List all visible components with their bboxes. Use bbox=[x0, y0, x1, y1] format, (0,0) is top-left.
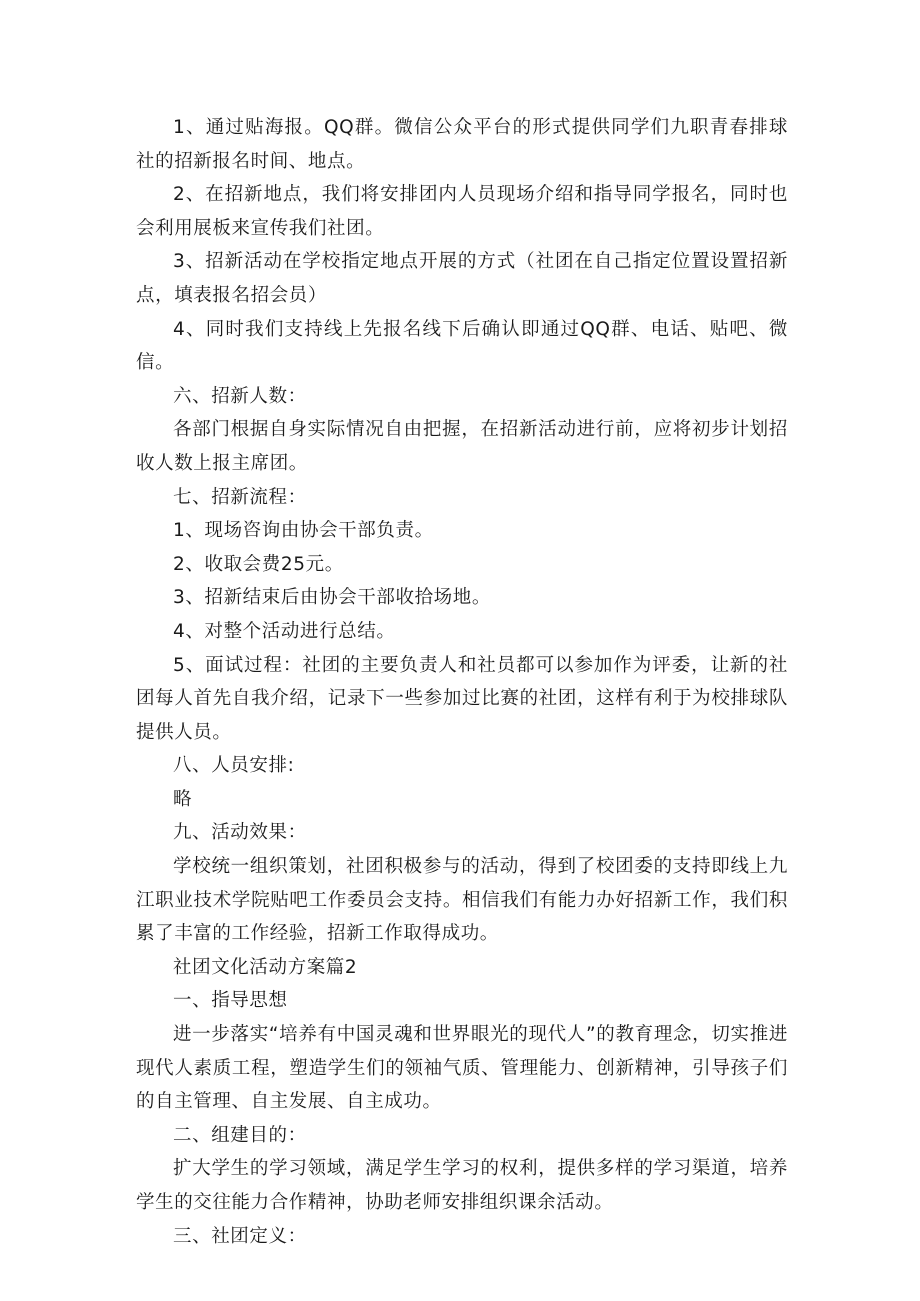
paragraph: 学校统一组织策划，社团积极参与的活动，得到了校团委的支持即线上九江职业技术学院贴吧工作委员会支持。相信我们有能力办好招新工作，我们积累了丰富的工作经验，招新工作取得成功。 bbox=[136, 856, 788, 945]
paragraph: 2、收取会费25元。 bbox=[173, 553, 344, 575]
paragraph: 3、招新活动在学校指定地点开展的方式（社团在自己指定位置设置招新点，填表报名招会员） bbox=[136, 251, 788, 306]
paragraph: 1、通过贴海报。QQ群。微信公众平台的形式提供同学们九职青春排球社的招新报名时间、地点。 bbox=[136, 117, 788, 172]
paragraph: 各部门根据自身实际情况自由把握，在招新活动进行前，应将初步计划招收人数上报主席团。 bbox=[136, 419, 788, 474]
paragraph: 2、在招新地点，我们将安排团内人员现场介绍和指导同学报名，同时也会利用展板来宣传我们社团。 bbox=[136, 184, 788, 239]
document-title: 社团文化活动方案篇2 bbox=[173, 956, 358, 978]
paragraph: 进一步落实“培养有中国灵魂和世界眼光的现代人”的教育理念，切实推进现代人素质工程，塑造学生们的领袖气质、管理能力、创新精神，引导孩子们的自主管理、自主发展、自主成功。 bbox=[136, 1024, 788, 1113]
section-heading: 八、人员安排: bbox=[173, 755, 295, 777]
section-heading: 二、组建目的： bbox=[173, 1124, 307, 1146]
paragraph: 4、同时我们支持线上先报名线下后确认即通过QQ群、电话、贴吧、微信。 bbox=[136, 318, 788, 374]
section-heading: 六、招新人数： bbox=[173, 385, 307, 407]
paragraph: 5、面试过程：社团的主要负责人和社员都可以参加作为评委，让新的社团每人首先自我介绍，记录下一些参加过比赛的社团，这样有利于为校排球队提供人员。 bbox=[136, 654, 788, 743]
document-body bbox=[136, 111, 788, 1253]
paragraph: 略 bbox=[173, 788, 193, 810]
paragraph: 扩大学生的学习领域，满足学生学习的权利，提供多样的学习渠道，培养学生的交往能力合作精神，协助老师安排组织课余活动。 bbox=[136, 1158, 788, 1213]
section-heading: 一、指导思想 bbox=[173, 990, 288, 1012]
section-heading: 七、招新流程： bbox=[173, 486, 307, 508]
section-heading: 三、社团定义： bbox=[173, 1225, 307, 1247]
paragraph: 1、现场咨询由协会干部负责。 bbox=[173, 520, 434, 542]
paragraph: 4、对整个活动进行总结。 bbox=[173, 620, 396, 642]
paragraph: 3、招新结束后由协会干部收拾场地。 bbox=[173, 587, 491, 609]
section-heading: 九、活动效果： bbox=[173, 822, 307, 844]
